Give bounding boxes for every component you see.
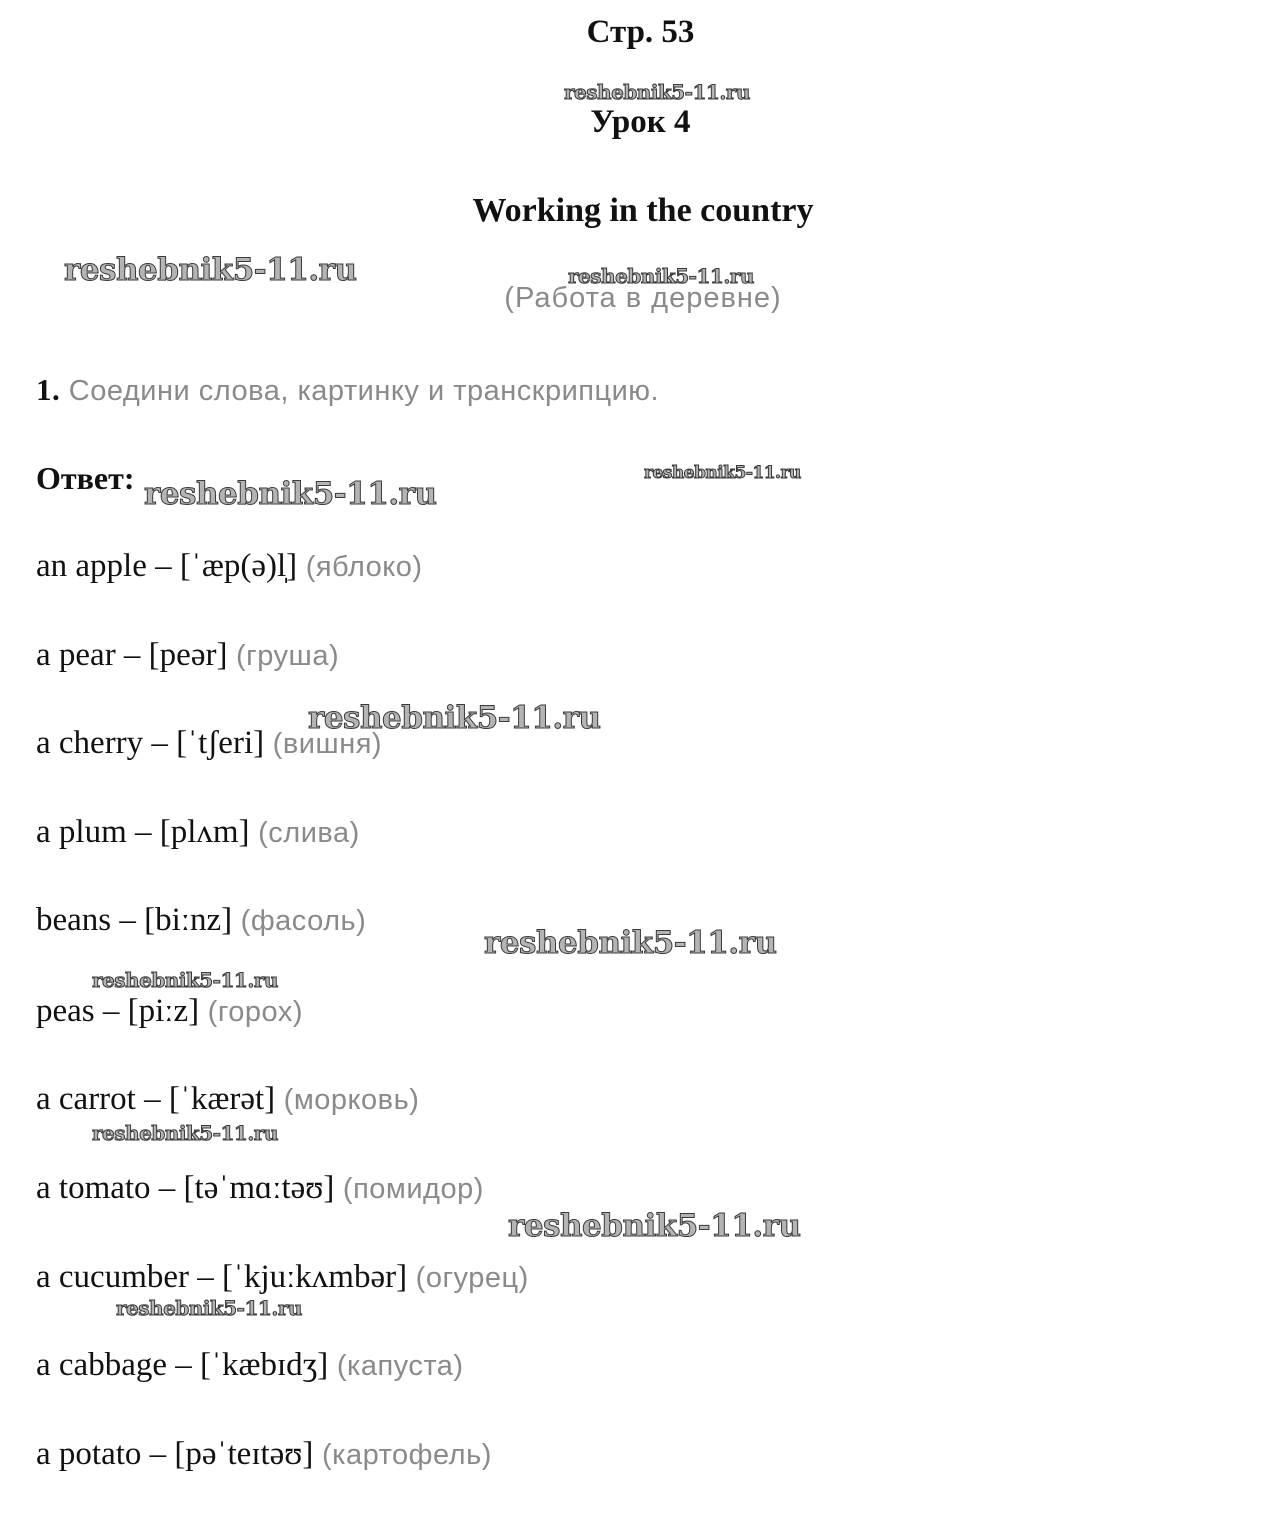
- vocab-entry: [36, 1436, 492, 1473]
- entry-word: an apple – [ˈæp(ə)l̩]: [36, 548, 298, 584]
- watermark: reshebnik5-11.ru: [92, 1121, 278, 1145]
- vocab-entry: [36, 637, 339, 674]
- vocab-entry: [36, 1081, 419, 1118]
- entry-word: a potato – [pəˈteɪtəʊ]: [36, 1436, 314, 1472]
- task-instruction: [36, 372, 659, 408]
- watermark: reshebnik5-11.ru: [308, 700, 601, 736]
- entry-word: peas – [piːz]: [36, 993, 200, 1029]
- vocab-entry: [36, 814, 360, 851]
- watermark: reshebnik5-11.ru: [508, 1208, 801, 1244]
- entry-translation: (слива): [249, 817, 360, 849]
- entry-translation: (картофель): [313, 1439, 492, 1471]
- page-title: Working in the country: [472, 192, 814, 229]
- vocab-entry: [36, 902, 366, 939]
- vocab-entry: [36, 993, 303, 1030]
- entry-word: a plum – [plʌm]: [36, 814, 250, 850]
- entry-translation: (фасоль): [232, 905, 367, 937]
- entry-word: a cabbage – [ˈkæbɪdʒ]: [36, 1347, 329, 1383]
- watermark: reshebnik5-11.ru: [484, 925, 777, 961]
- entry-word: a tomato – [təˈmɑːtəʊ]: [36, 1170, 335, 1206]
- entry-word: beans – [biːnz]: [36, 902, 233, 938]
- entry-translation: (горох): [199, 996, 303, 1028]
- page-subtitle: (Работа в деревне): [504, 282, 782, 314]
- entry-translation: (капуста): [328, 1350, 464, 1382]
- answer-label: Ответ:: [36, 460, 135, 496]
- entry-word: a cherry – [ˈtʃeri]: [36, 725, 265, 761]
- entry-translation: (морковь): [275, 1084, 420, 1116]
- watermark: reshebnik5-11.ru: [144, 476, 437, 512]
- entry-translation: (груша): [227, 640, 340, 672]
- entry-word: a carrot – [ˈkærət]: [36, 1081, 276, 1117]
- vocab-entry: [36, 548, 423, 585]
- task-text: Соедини слова, картинку и транскрипцию.: [60, 375, 660, 407]
- entry-translation: (огурец): [407, 1262, 529, 1294]
- lesson-heading: Урок 4: [590, 104, 691, 140]
- watermark: reshebnik5-11.ru: [92, 968, 278, 992]
- entry-word: a pear – [peər]: [36, 637, 228, 673]
- entry-translation: (вишня): [264, 728, 383, 760]
- watermark: reshebnik5-11.ru: [568, 264, 754, 288]
- watermark: reshebnik5-11.ru: [64, 252, 357, 288]
- task-number: 1.: [36, 372, 61, 407]
- vocab-entry: [36, 1259, 529, 1296]
- page-number: Стр. 53: [586, 14, 695, 50]
- vocab-entry: [36, 1170, 484, 1207]
- entry-translation: (яблоко): [297, 551, 423, 583]
- entry-word: a cucumber – [ˈkjuːkʌmbər]: [36, 1259, 408, 1295]
- watermark: reshebnik5-11.ru: [116, 1296, 302, 1320]
- vocab-entry: [36, 1347, 464, 1384]
- watermark: reshebnik5-11.ru: [644, 463, 801, 483]
- watermark: reshebnik5-11.ru: [564, 80, 750, 104]
- entry-translation: (помидор): [334, 1173, 484, 1205]
